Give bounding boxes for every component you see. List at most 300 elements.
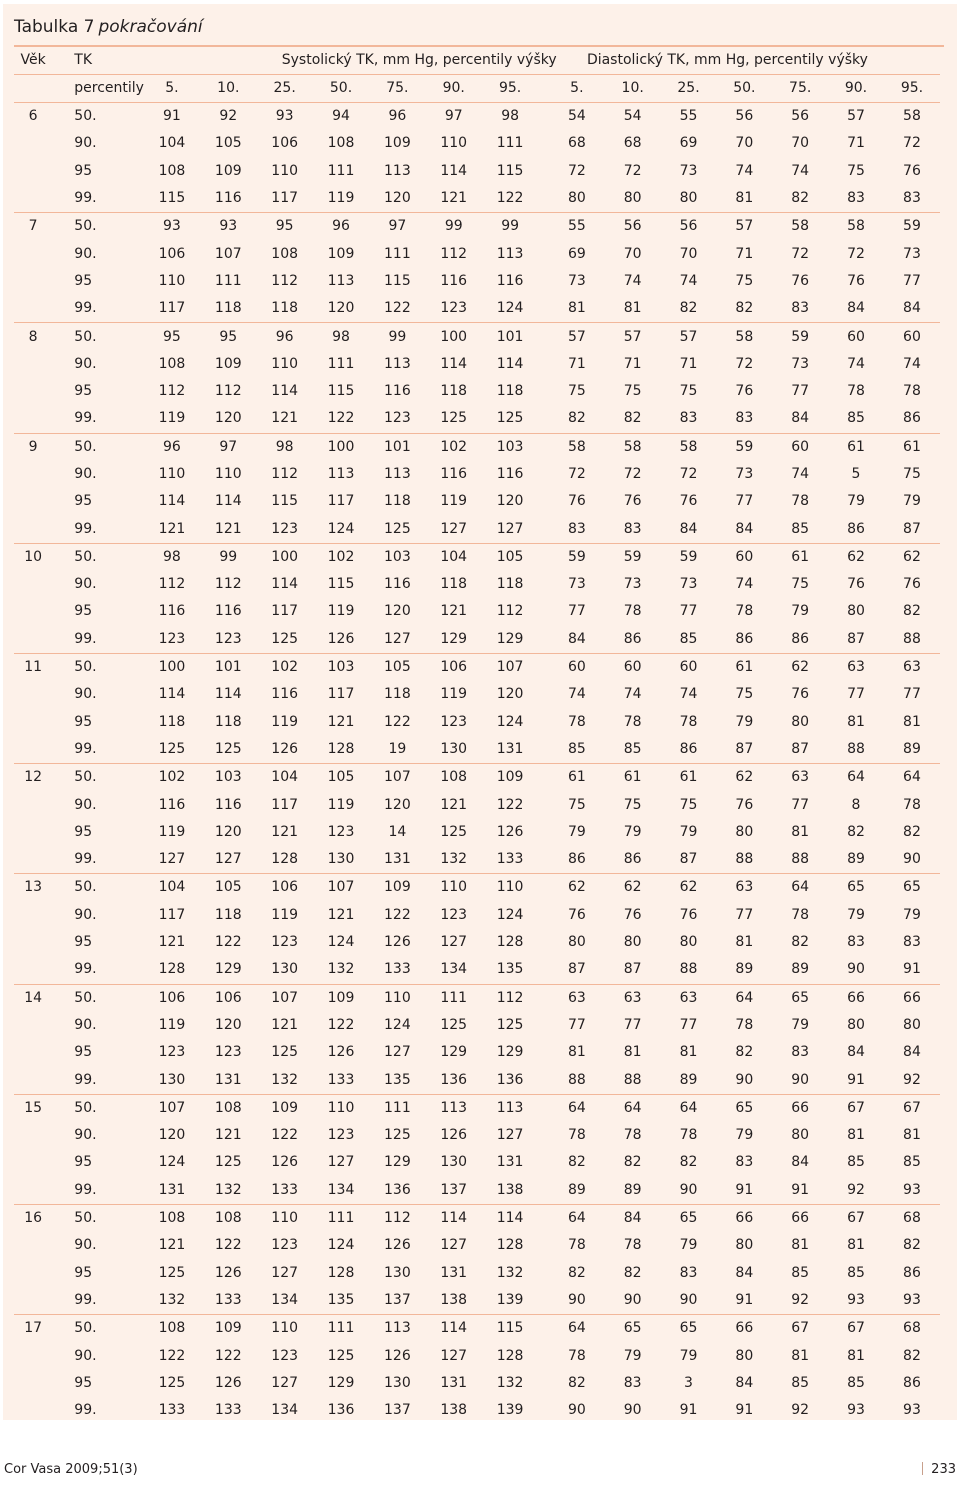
systolic-value: 131	[384, 851, 411, 868]
header-tk: TK	[52, 47, 143, 75]
systolic-value: 113	[482, 1094, 538, 1122]
diastolic-value: 74	[623, 272, 642, 289]
diastolic-value: 80	[847, 603, 865, 620]
age-cell: 8	[14, 323, 52, 351]
diastolic-value: 83	[623, 520, 642, 537]
diastolic-value: 58	[549, 433, 605, 461]
systolic-value: 125	[327, 1347, 355, 1364]
systolic-value: 123	[271, 520, 299, 537]
systolic-value: 118	[271, 300, 299, 317]
systolic-value: 126	[271, 1154, 299, 1171]
diastolic-value: 81	[735, 190, 754, 207]
diastolic-value: 78	[567, 1127, 586, 1144]
systolic-value: 107	[369, 764, 425, 792]
systolic-value: 131	[158, 1181, 186, 1198]
header-row-percentiles	[14, 75, 940, 103]
header-dia-percentile: 25.	[661, 75, 717, 103]
systolic-value: 122	[496, 796, 524, 813]
diastolic-value: 64	[716, 984, 772, 1012]
diastolic-value: 91	[735, 1291, 754, 1308]
diastolic-value: 80	[623, 934, 642, 951]
systolic-value: 106	[271, 135, 299, 152]
diastolic-value: 82	[623, 410, 642, 427]
diastolic-value: 59	[772, 323, 828, 351]
systolic-value: 127	[440, 1237, 468, 1254]
systolic-value: 111	[214, 272, 242, 289]
diastolic-value: 5	[851, 466, 861, 482]
systolic-value: 124	[496, 906, 524, 923]
diastolic-value: 89	[791, 961, 810, 978]
systolic-value: 131	[440, 1374, 468, 1391]
systolic-value: 112	[158, 576, 186, 593]
systolic-value: 116	[214, 796, 242, 813]
diastolic-value: 90	[679, 1181, 698, 1198]
systolic-value: 122	[158, 1347, 186, 1364]
systolic-value: 123	[158, 630, 186, 647]
systolic-value: 125	[271, 630, 299, 647]
diastolic-value: 85	[791, 1374, 810, 1391]
systolic-value: 111	[327, 355, 355, 372]
systolic-value: 122	[327, 1016, 355, 1033]
diastolic-value: 80	[903, 1016, 921, 1033]
diastolic-value: 87	[623, 961, 642, 978]
systolic-value: 109	[256, 1094, 312, 1122]
diastolic-value: 76	[847, 576, 865, 593]
table-row	[14, 378, 940, 405]
systolic-value: 120	[384, 603, 411, 620]
diastolic-value: 73	[567, 576, 586, 593]
column-gap	[538, 103, 549, 131]
systolic-value: 116	[158, 603, 186, 620]
column-gap	[538, 764, 549, 792]
table-row	[14, 1012, 940, 1039]
systolic-value: 119	[327, 190, 355, 207]
column-gap	[538, 1342, 549, 1369]
diastolic-value: 82	[735, 300, 754, 317]
systolic-value: 122	[214, 1237, 242, 1254]
systolic-value: 138	[496, 1181, 524, 1198]
systolic-value: 118	[440, 576, 468, 593]
diastolic-value: 75	[679, 796, 698, 813]
age-cell: 6	[28, 108, 38, 125]
journal-citation: Cor Vasa 2009;51(3)	[4, 1462, 138, 1477]
diastolic-value: 86	[567, 851, 586, 868]
diastolic-value: 58	[605, 433, 661, 461]
diastolic-value: 90	[791, 1071, 810, 1088]
table-caption	[14, 14, 203, 40]
systolic-value: 113	[384, 355, 411, 372]
systolic-value: 125	[214, 1154, 242, 1171]
systolic-value: 119	[158, 823, 186, 840]
diastolic-value: 75	[847, 162, 865, 179]
column-gap	[538, 515, 549, 543]
systolic-value: 99	[369, 323, 425, 351]
systolic-value: 109	[214, 355, 242, 372]
systolic-value: 121	[327, 713, 355, 730]
systolic-value: 112	[214, 383, 242, 400]
diastolic-value: 77	[735, 493, 754, 510]
diastolic-value: 60	[884, 323, 940, 351]
header-age: Věk	[14, 47, 52, 75]
diastolic-value: 72	[623, 466, 642, 482]
table-row	[14, 1039, 940, 1066]
diastolic-value: 70	[679, 245, 698, 262]
age-cell	[14, 1287, 52, 1315]
systolic-value: 129	[384, 1154, 411, 1171]
age-cell: 15	[14, 1094, 52, 1122]
bp-percentile-cell: 95	[74, 1264, 93, 1281]
systolic-value: 106	[144, 984, 200, 1012]
diastolic-value: 82	[903, 823, 921, 840]
systolic-value: 118	[496, 383, 524, 400]
diastolic-value: 83	[735, 1154, 754, 1171]
diastolic-value: 81	[847, 713, 865, 730]
table-row	[14, 791, 940, 818]
diastolic-value: 60	[549, 653, 605, 681]
systolic-value: 99	[482, 213, 538, 241]
age-cell	[14, 240, 52, 267]
systolic-value: 125	[384, 1127, 411, 1144]
systolic-value: 118	[384, 493, 411, 510]
systolic-value: 113	[369, 1315, 425, 1343]
systolic-value: 103	[482, 433, 538, 461]
diastolic-value: 76	[623, 906, 642, 923]
systolic-value: 102	[256, 653, 312, 681]
systolic-value: 126	[271, 740, 299, 757]
systolic-value: 129	[214, 961, 242, 978]
age-cell	[14, 1177, 52, 1205]
diastolic-value: 87	[847, 630, 865, 647]
diastolic-value: 64	[549, 1315, 605, 1343]
systolic-value: 110	[426, 874, 482, 902]
systolic-value: 118	[384, 686, 411, 703]
diastolic-value: 80	[735, 1237, 754, 1254]
diastolic-value: 83	[847, 190, 865, 207]
age-cell	[14, 1122, 52, 1149]
systolic-value: 125	[496, 1016, 524, 1033]
systolic-value: 135	[496, 961, 524, 978]
diastolic-value: 55	[549, 213, 605, 241]
age-cell	[14, 268, 52, 295]
systolic-value: 124	[496, 300, 524, 317]
diastolic-value: 82	[567, 410, 586, 427]
column-gap	[538, 488, 549, 515]
diastolic-value: 78	[903, 383, 921, 400]
systolic-value: 100	[144, 653, 200, 681]
diastolic-value: 79	[623, 1347, 642, 1364]
systolic-value: 129	[440, 1044, 468, 1061]
systolic-value: 118	[440, 383, 468, 400]
systolic-value: 115	[496, 162, 524, 179]
bp-percentile-cell: 90.	[74, 1016, 97, 1033]
systolic-value: 122	[496, 190, 524, 207]
systolic-value: 112	[482, 984, 538, 1012]
systolic-value: 91	[163, 108, 181, 125]
diastolic-value: 67	[772, 1315, 828, 1343]
diastolic-value: 77	[567, 1016, 586, 1033]
diastolic-value: 82	[735, 1044, 754, 1061]
systolic-value: 119	[271, 713, 299, 730]
bp-percentile-cell: 95	[74, 383, 93, 400]
diastolic-value: 62	[605, 874, 661, 902]
bp-percentile-cell: 50.	[52, 984, 143, 1012]
systolic-value: 105	[482, 543, 538, 571]
column-gap	[538, 461, 549, 488]
systolic-value: 123	[440, 906, 468, 923]
diastolic-value: 65	[884, 874, 940, 902]
systolic-value: 110	[256, 1204, 312, 1232]
table-row	[14, 240, 940, 267]
systolic-value: 110	[440, 135, 468, 152]
diastolic-value: 88	[623, 1071, 642, 1088]
diastolic-value: 63	[661, 984, 717, 1012]
age-cell: 17	[14, 1315, 52, 1343]
systolic-value: 120	[158, 1127, 186, 1144]
systolic-value: 137	[440, 1181, 468, 1198]
diastolic-value: 79	[903, 493, 921, 510]
diastolic-value: 78	[791, 493, 810, 510]
diastolic-value: 59	[884, 213, 940, 241]
systolic-value: 127	[384, 1044, 411, 1061]
systolic-value: 99	[426, 213, 482, 241]
diastolic-value: 56	[735, 108, 754, 125]
systolic-value: 124	[158, 1154, 186, 1171]
systolic-value: 109	[384, 135, 411, 152]
table-row	[14, 1259, 940, 1286]
diastolic-value: 61	[549, 764, 605, 792]
column-gap	[538, 626, 549, 654]
diastolic-value: 71	[623, 355, 642, 372]
systolic-value: 93	[200, 213, 256, 241]
systolic-value: 102	[144, 764, 200, 792]
diastolic-value: 82	[623, 1264, 642, 1281]
diastolic-value: 60	[661, 653, 717, 681]
diastolic-value: 78	[847, 383, 865, 400]
systolic-value: 116	[271, 686, 299, 703]
diastolic-value: 59	[661, 543, 717, 571]
diastolic-value: 80	[791, 713, 810, 730]
diastolic-value: 62	[828, 543, 884, 571]
column-gap	[538, 1397, 549, 1424]
systolic-value: 132	[327, 961, 355, 978]
bp-percentile-cell: 90.	[74, 796, 97, 813]
diastolic-value: 59	[605, 543, 661, 571]
systolic-value: 125	[158, 740, 186, 757]
systolic-value: 116	[158, 796, 186, 813]
page-number-block	[922, 1462, 956, 1477]
age-cell	[14, 488, 52, 515]
column-gap	[538, 819, 549, 846]
systolic-value: 136	[327, 1402, 355, 1419]
systolic-value: 122	[384, 300, 411, 317]
table-row	[14, 1287, 940, 1315]
systolic-value: 119	[158, 410, 186, 427]
diastolic-value: 81	[791, 1237, 810, 1254]
systolic-value: 104	[144, 874, 200, 902]
systolic-value: 114	[271, 576, 299, 593]
diastolic-value: 75	[735, 272, 754, 289]
systolic-value: 130	[384, 1264, 411, 1281]
diastolic-value: 91	[679, 1402, 698, 1419]
diastolic-value: 78	[567, 1237, 586, 1254]
systolic-value: 116	[384, 383, 411, 400]
header-dia-percentile: 90.	[828, 75, 884, 103]
table-row	[14, 956, 940, 984]
systolic-value: 121	[440, 603, 468, 620]
bp-percentile-cell: 95	[74, 162, 93, 179]
diastolic-value: 72	[567, 466, 586, 482]
header-dia-percentile: 95.	[884, 75, 940, 103]
column-gap	[538, 929, 549, 956]
diastolic-value: 92	[791, 1402, 810, 1419]
systolic-value: 125	[214, 740, 242, 757]
systolic-value: 126	[327, 630, 355, 647]
diastolic-value: 85	[623, 740, 642, 757]
systolic-value: 123	[327, 823, 355, 840]
table-row	[14, 709, 940, 736]
systolic-value: 133	[214, 1291, 242, 1308]
table-row	[14, 103, 940, 131]
systolic-value: 130	[440, 1154, 468, 1171]
systolic-value: 121	[271, 1016, 299, 1033]
table-row	[14, 1149, 940, 1176]
systolic-value: 107	[214, 245, 242, 262]
diastolic-value: 93	[903, 1402, 921, 1419]
diastolic-value: 82	[567, 1374, 586, 1391]
systolic-value: 122	[214, 934, 242, 951]
diastolic-value: 76	[791, 272, 810, 289]
systolic-value: 139	[496, 1402, 524, 1419]
diastolic-value: 86	[679, 740, 698, 757]
diastolic-value: 63	[772, 764, 828, 792]
systolic-value: 117	[271, 190, 299, 207]
table-title: Tabulka 7	[14, 17, 95, 37]
systolic-value: 111	[327, 162, 355, 179]
diastolic-value: 78	[735, 1016, 754, 1033]
systolic-value: 132	[440, 851, 468, 868]
header-systolic: Systolický TK, mm Hg, percentily výšky	[144, 47, 539, 75]
systolic-value: 117	[271, 603, 299, 620]
diastolic-value: 81	[567, 1044, 586, 1061]
age-cell: 10	[14, 543, 52, 571]
age-cell	[14, 1259, 52, 1286]
diastolic-value: 68	[884, 1204, 940, 1232]
diastolic-value: 84	[735, 1264, 754, 1281]
diastolic-value: 90	[903, 851, 921, 868]
header-percentile-label: percentily	[52, 75, 143, 103]
diastolic-value: 56	[605, 213, 661, 241]
diastolic-value: 79	[847, 493, 865, 510]
diastolic-value: 87	[679, 851, 698, 868]
diastolic-value: 64	[549, 1204, 605, 1232]
systolic-value: 121	[158, 1237, 186, 1254]
diastolic-value: 79	[679, 1347, 698, 1364]
diastolic-value: 80	[791, 1127, 810, 1144]
systolic-value: 128	[327, 1264, 355, 1281]
age-cell: 13	[14, 874, 52, 902]
systolic-value: 94	[332, 108, 350, 125]
diastolic-value: 75	[791, 576, 810, 593]
diastolic-value: 76	[903, 576, 921, 593]
bp-percentile-cell: 99.	[74, 1181, 97, 1198]
diastolic-value: 90	[567, 1402, 586, 1419]
systolic-value: 107	[313, 874, 369, 902]
table-row	[14, 185, 940, 213]
diastolic-value: 76	[903, 162, 921, 179]
age-cell	[14, 846, 52, 874]
diastolic-value: 85	[567, 740, 586, 757]
diastolic-value: 58	[903, 108, 921, 125]
diastolic-value: 72	[735, 355, 754, 372]
diastolic-value: 83	[735, 410, 754, 427]
page-number: 233	[931, 1462, 956, 1477]
systolic-value: 95	[256, 213, 312, 241]
systolic-value: 122	[384, 713, 411, 730]
table-row	[14, 819, 940, 846]
age-cell	[14, 1149, 52, 1176]
systolic-value: 111	[496, 135, 524, 152]
systolic-value: 130	[384, 1374, 411, 1391]
age-cell	[14, 1012, 52, 1039]
bp-percentile-cell: 95	[74, 1374, 93, 1391]
systolic-value: 127	[158, 851, 186, 868]
table-row	[14, 902, 940, 929]
systolic-value: 119	[440, 686, 468, 703]
column-gap	[538, 543, 549, 571]
systolic-value: 113	[384, 466, 411, 482]
diastolic-value: 89	[567, 1181, 586, 1198]
diastolic-value: 64	[549, 1094, 605, 1122]
table-row	[14, 653, 940, 681]
systolic-value: 98	[313, 323, 369, 351]
diastolic-value: 60	[605, 653, 661, 681]
systolic-value: 116	[214, 190, 242, 207]
diastolic-value: 73	[679, 576, 698, 593]
age-cell	[14, 598, 52, 625]
diastolic-value: 79	[623, 823, 642, 840]
table-row	[14, 433, 940, 461]
diastolic-value: 84	[847, 1044, 865, 1061]
age-cell	[14, 1232, 52, 1259]
diastolic-value: 79	[679, 823, 698, 840]
diastolic-value: 67	[828, 1315, 884, 1343]
systolic-value: 108	[158, 355, 186, 372]
diastolic-value: 62	[772, 653, 828, 681]
diastolic-value: 78	[903, 796, 921, 813]
diastolic-value: 57	[605, 323, 661, 351]
diastolic-value: 75	[903, 466, 921, 482]
column-gap	[538, 1370, 549, 1397]
systolic-value: 128	[327, 740, 355, 757]
systolic-value: 92	[219, 108, 238, 125]
diastolic-value: 83	[847, 934, 865, 951]
systolic-value: 127	[271, 1264, 299, 1281]
header-dia-percentile: 10.	[605, 75, 661, 103]
diastolic-value: 81	[623, 300, 642, 317]
diastolic-value: 79	[847, 906, 865, 923]
systolic-value: 113	[327, 466, 355, 482]
header-sys-percentile: 90.	[426, 75, 482, 103]
systolic-value: 137	[384, 1291, 411, 1308]
systolic-value: 120	[496, 493, 524, 510]
systolic-value: 127	[327, 1154, 355, 1171]
systolic-value: 124	[327, 520, 355, 537]
systolic-value: 110	[271, 355, 299, 372]
diastolic-value: 63	[828, 653, 884, 681]
bp-percentile-cell: 99.	[74, 1402, 97, 1419]
systolic-value: 96	[388, 108, 407, 125]
diastolic-value: 81	[847, 1237, 865, 1254]
